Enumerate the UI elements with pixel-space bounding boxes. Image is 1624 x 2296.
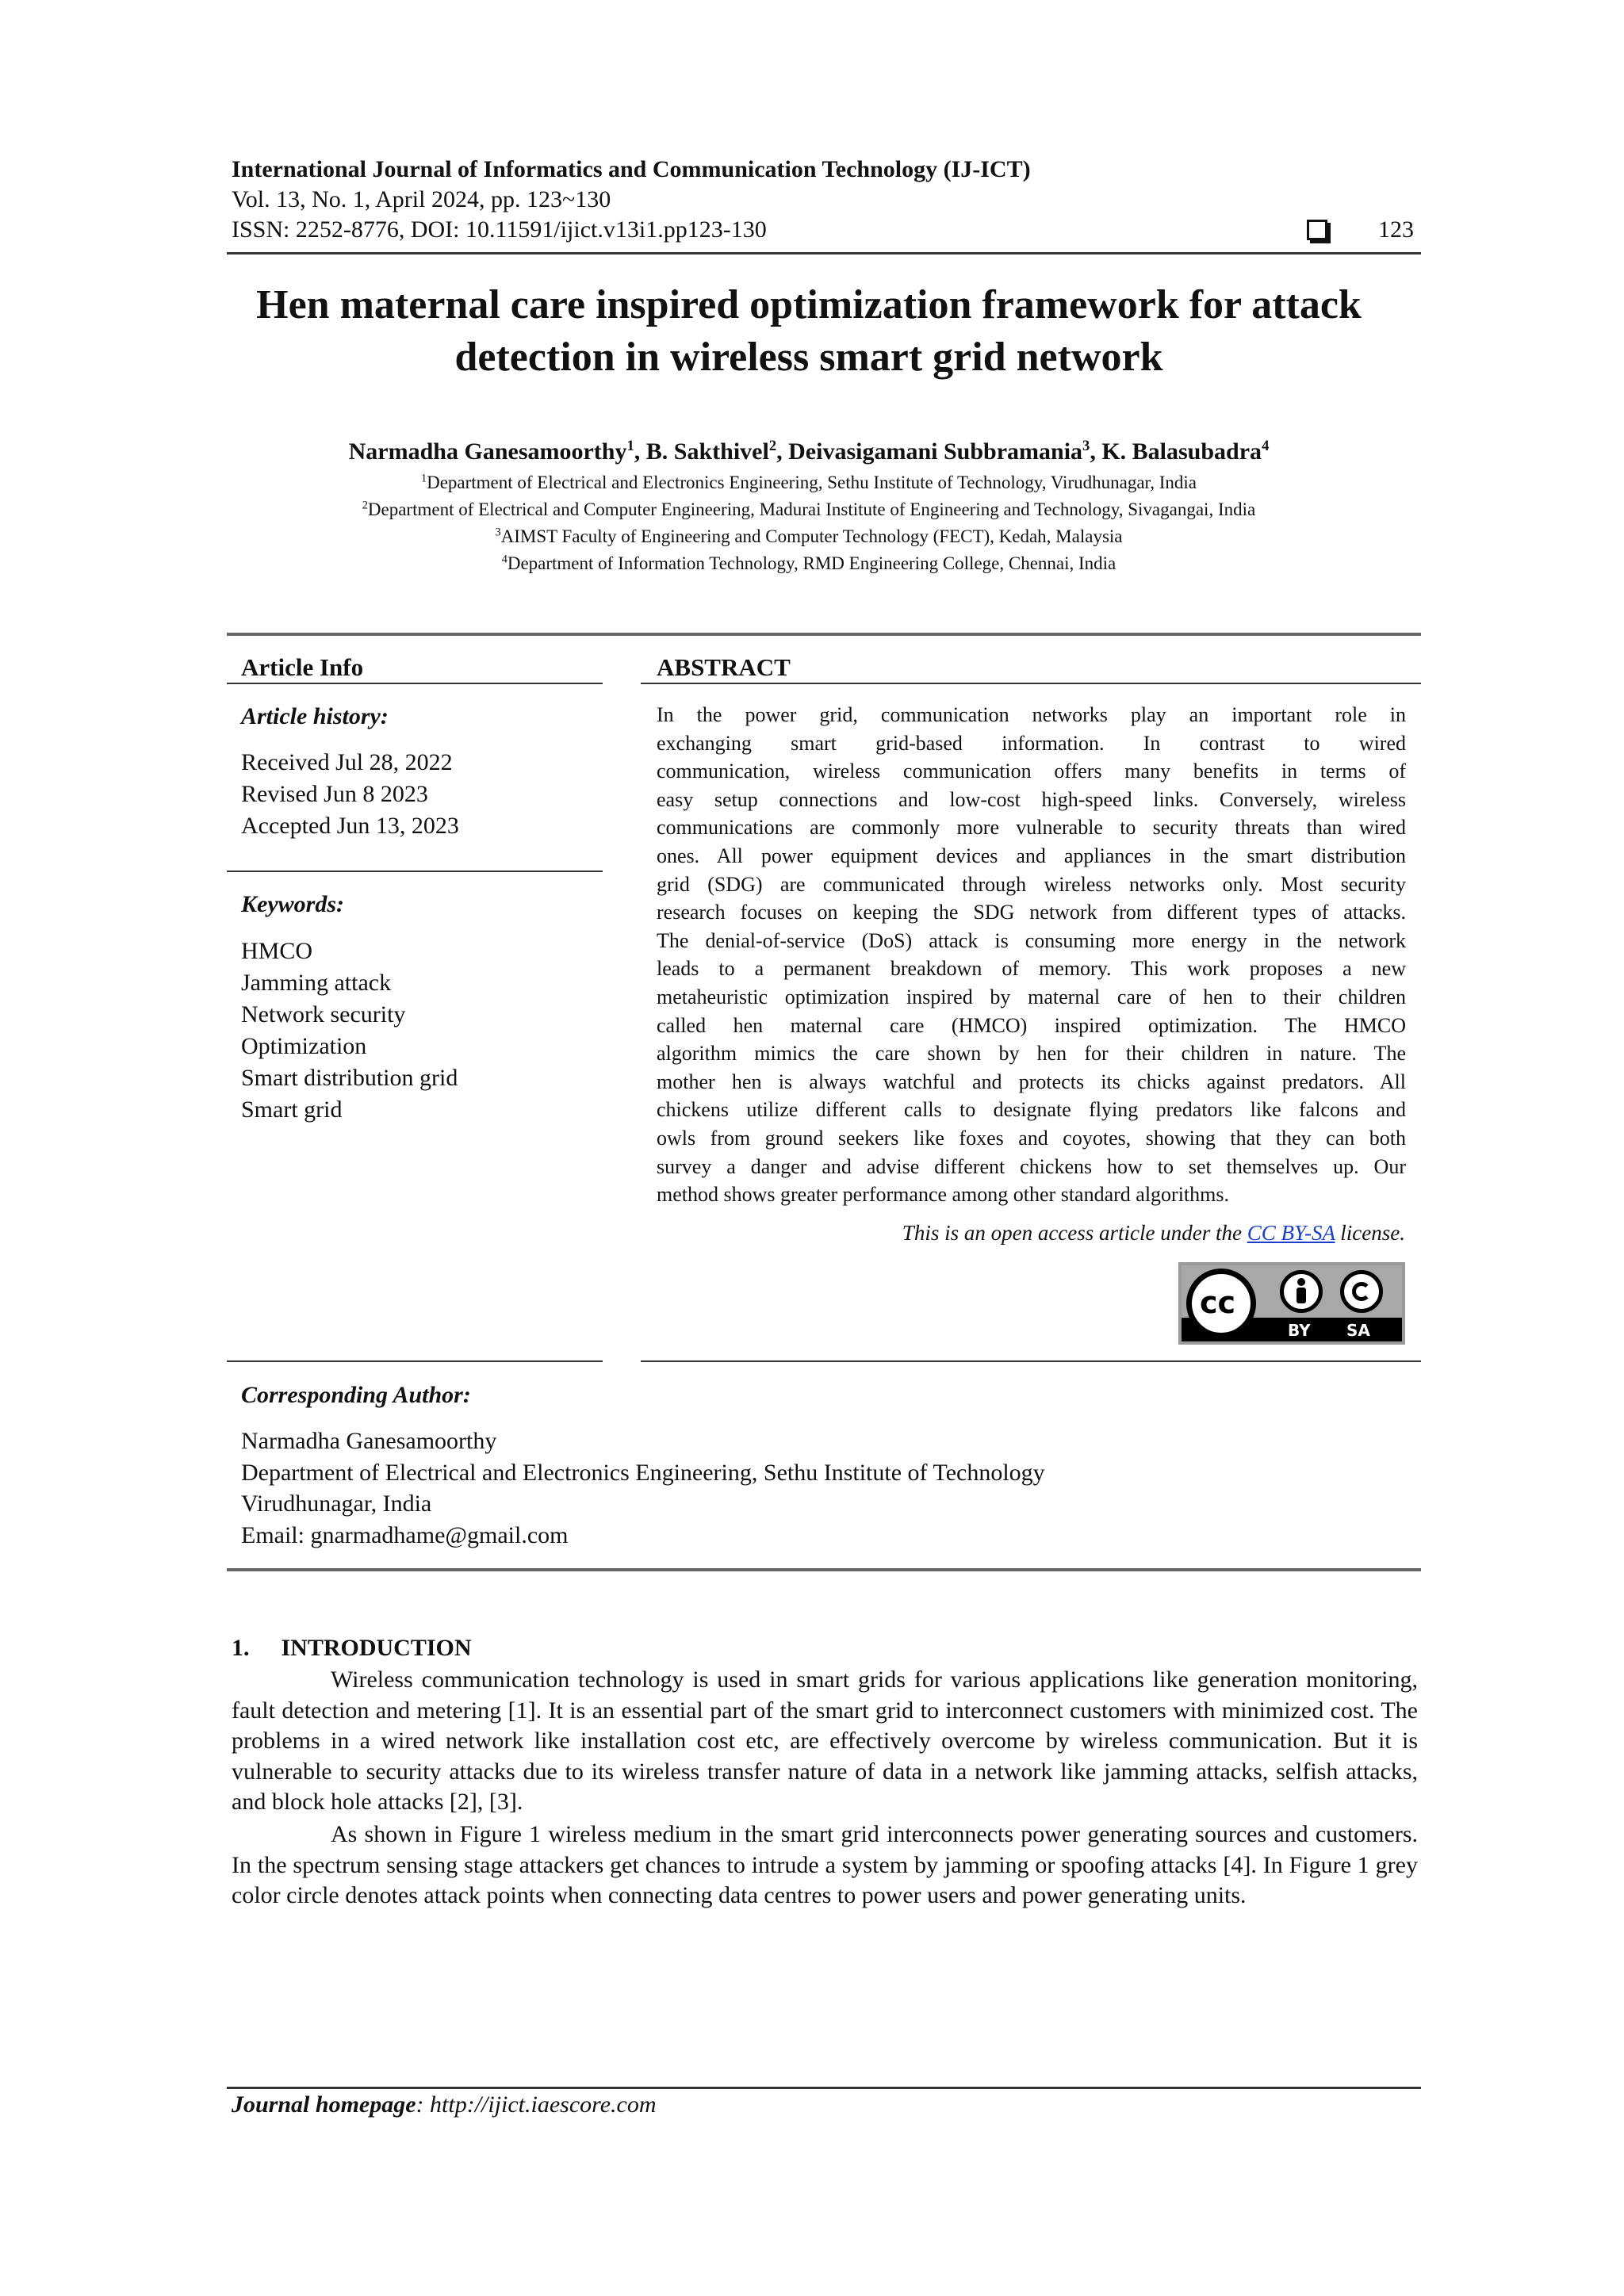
abstract-line: method shows greater performance among other standard algorithms. <box>657 1183 1229 1207</box>
abstract-line: In the power grid, communication networks play an important role in <box>657 703 1406 726</box>
journal-homepage-link[interactable]: http://ijict.iaescore.com <box>430 2091 657 2118</box>
keyword: Network security <box>241 1001 406 1027</box>
author-sup: 2 <box>768 438 777 454</box>
keyword: Optimization <box>241 1033 367 1059</box>
cc-by-label: BY <box>1288 1321 1311 1340</box>
issn-doi: ISSN: 2252-8776, DOI: 10.11591/ijict.v13i1.pp123-130 <box>232 216 767 243</box>
sa-sharealike-icon <box>1340 1270 1383 1313</box>
abstract-line: communication, wireless communication offers many benefits in terms of <box>657 760 1406 783</box>
keywords-label: Keywords: <box>241 891 344 917</box>
abstract-bottom-rule <box>641 1360 1421 1362</box>
abstract-line: survey a danger and advise different chickens how to set themselves up. Our <box>657 1154 1406 1178</box>
abstract-line: called hen maternal care (HMCO) inspired optimization. The HMCO <box>657 1013 1406 1037</box>
corresponding-author-details <box>241 1425 1045 1551</box>
affiliation-text: Department of Electrical and Electronics Engineering, Sethu Institute of Technology, Virudhunagar, India <box>427 473 1197 492</box>
by-attribution-icon <box>1280 1270 1323 1313</box>
article-info-rule <box>227 683 603 684</box>
affiliation-sup: 2 <box>362 499 368 512</box>
abstract-line: leads to a permanent breakdown of memory. This work proposes a new <box>657 957 1406 981</box>
journal-name: International Journal of Informatics and Communication Technology (IJ-ICT) <box>232 156 1031 182</box>
abstract-line: communications are commonly more vulnerable to security threats than wired <box>657 816 1406 840</box>
abstract-line: ones. All power equipment devices and appliances in the smart distribution <box>657 844 1406 867</box>
keyword: Smart distribution grid <box>241 1065 458 1091</box>
abstract-line: owls from ground seekers like foxes and coyotes, showing that they can both <box>657 1126 1406 1150</box>
header-rule <box>227 252 1421 254</box>
author-separator: , <box>776 438 789 465</box>
abstract-heading: ABSTRACT <box>657 653 791 681</box>
abstract-line: algorithm mimics the care shown by hen for their children in nature. The <box>657 1042 1406 1066</box>
article-info-heading: Article Info <box>241 653 364 681</box>
author-sup: 3 <box>1082 438 1090 454</box>
abstract-line: grid (SDG) are communicated through wireless networks only. Most security <box>657 872 1406 896</box>
author-name: K. Balasubadra <box>1101 438 1262 465</box>
abstract-rule <box>641 683 1421 684</box>
footer-sep: : <box>416 2091 431 2118</box>
corresponding-email: Email: gnarmadhame@gmail.com <box>241 1521 569 1548</box>
page-number: 123 <box>1378 216 1414 243</box>
affiliation <box>198 469 1419 496</box>
keywords-list <box>241 936 458 1126</box>
footer-label: Journal homepage <box>232 2091 416 2118</box>
history-received: Received Jul 28, 2022 <box>241 749 453 775</box>
abstract-line: mother hen is always watchful and protects its chicks against predators. All <box>657 1070 1406 1093</box>
license-statement <box>902 1221 1405 1246</box>
info-box-top-rule <box>227 633 1421 636</box>
author-list <box>198 438 1419 466</box>
license-suffix: license. <box>1335 1221 1405 1245</box>
volume-info: Vol. 13, No. 1, April 2024, pp. 123~130 <box>232 186 611 212</box>
license-prefix: This is an open access article under the <box>902 1221 1247 1245</box>
affiliation-sup: 4 <box>501 553 508 566</box>
section-heading <box>232 1635 472 1662</box>
keyword: Jamming attack <box>241 970 392 996</box>
affiliation-text: AIMST Faculty of Engineering and Computer Technology (FECT), Kedah, Malaysia <box>500 526 1123 546</box>
corresponding-name: Narmadha Ganesamoorthy <box>241 1428 497 1454</box>
author-name: Deivasigamani Subbramania <box>788 438 1083 465</box>
affiliation-text: Department of Electrical and Computer Engineering, Madurai Institute of Engineering and Technology, Sivagangai, India <box>367 499 1256 519</box>
abstract-line: The denial-of-service (DoS) attack is consuming more energy in the network <box>657 928 1406 952</box>
cc-by-sa-link[interactable]: CC BY-SA <box>1247 1221 1335 1245</box>
affiliation-sup: 1 <box>420 472 427 485</box>
article-info-bottom-rule <box>227 1360 603 1362</box>
history-accepted: Accepted Jun 13, 2023 <box>241 813 459 839</box>
article-history-label: Article history: <box>241 703 389 729</box>
intro-paragraph-2: As shown in Figure 1 wireless medium in the smart grid interconnects power generating sources and customers. In the spectrum sensing stage attackers get chances to intrude a system by jamming or spoofing attacks [4]. In Figure 1 grey color circle denotes attack points when connecting data centres to power users and power generating units. <box>232 1821 1418 1908</box>
cc-sa-label: SA <box>1346 1321 1370 1340</box>
corresponding-location: Virudhunagar, India <box>241 1490 432 1517</box>
author-separator: , <box>634 438 646 465</box>
title-line-1: Hen maternal care inspired optimization framework for attack <box>256 282 1362 327</box>
section-number: 1. <box>232 1635 250 1661</box>
corresponding-department: Department of Electrical and Electronics Engineering, Sethu Institute of Technology <box>241 1459 1045 1486</box>
cc-icon <box>1186 1269 1256 1338</box>
abstract-line: research focuses on keeping the SDG network from different types of attacks. <box>657 901 1406 924</box>
history-revised: Revised Jun 8 2023 <box>241 781 428 807</box>
author-separator: , <box>1090 438 1102 465</box>
keyword: HMCO <box>241 938 313 964</box>
author-sup: 1 <box>626 438 634 454</box>
abstract-line: chickens utilize different calls to designate flying predators like falcons and <box>657 1098 1406 1122</box>
affiliation-text: Department of Information Technology, RMD Engineering College, Chennai, India <box>507 553 1116 573</box>
affiliation <box>198 550 1419 577</box>
author-sup: 4 <box>1262 438 1270 454</box>
footer-rule <box>227 2087 1421 2089</box>
abstract-text <box>657 701 1406 1209</box>
abstract-line: easy setup connections and low-cost high-speed links. Conversely, wireless <box>657 787 1406 811</box>
info-box-bottom-rule <box>227 1568 1421 1571</box>
affiliation <box>198 523 1419 550</box>
abstract-line: exchanging smart grid-based information. In contrast to wired <box>657 731 1406 755</box>
journal-homepage <box>232 2091 657 2118</box>
paper-title <box>198 279 1419 384</box>
keywords-rule <box>227 871 603 872</box>
corresponding-author-label: Corresponding Author: <box>241 1382 471 1408</box>
affiliation <box>198 496 1419 523</box>
author-name: Narmadha Ganesamoorthy <box>348 438 627 465</box>
square-bullet-icon <box>1307 220 1327 240</box>
section-title: INTRODUCTION <box>281 1635 472 1661</box>
article-history <box>241 747 459 842</box>
cc-by-sa-badge[interactable] <box>1178 1262 1405 1345</box>
abstract-line: metaheuristic optimization inspired by maternal care of hen to their children <box>657 985 1406 1008</box>
intro-paragraph-1: Wireless communication technology is used in smart grids for various applications like generation monitoring, fault detection and metering [1]. It is an essential part of the smart grid to interconnect customers with minimized cost. The problems in a wired network like installation cost etc, are effectively overcome by wireless communication. But it is vulnerable to security attacks due to its wireless transfer nature of data in a network like jamming attacks, selfish attacks, and block hole attacks [2], [3]. <box>232 1667 1418 1815</box>
affiliation-sup: 3 <box>495 526 501 539</box>
cc-icon-text: cc <box>1200 1285 1236 1320</box>
author-name: B. Sakthivel <box>645 438 769 465</box>
keyword: Smart grid <box>241 1096 343 1123</box>
title-line-2: detection in wireless smart grid network <box>454 335 1163 380</box>
